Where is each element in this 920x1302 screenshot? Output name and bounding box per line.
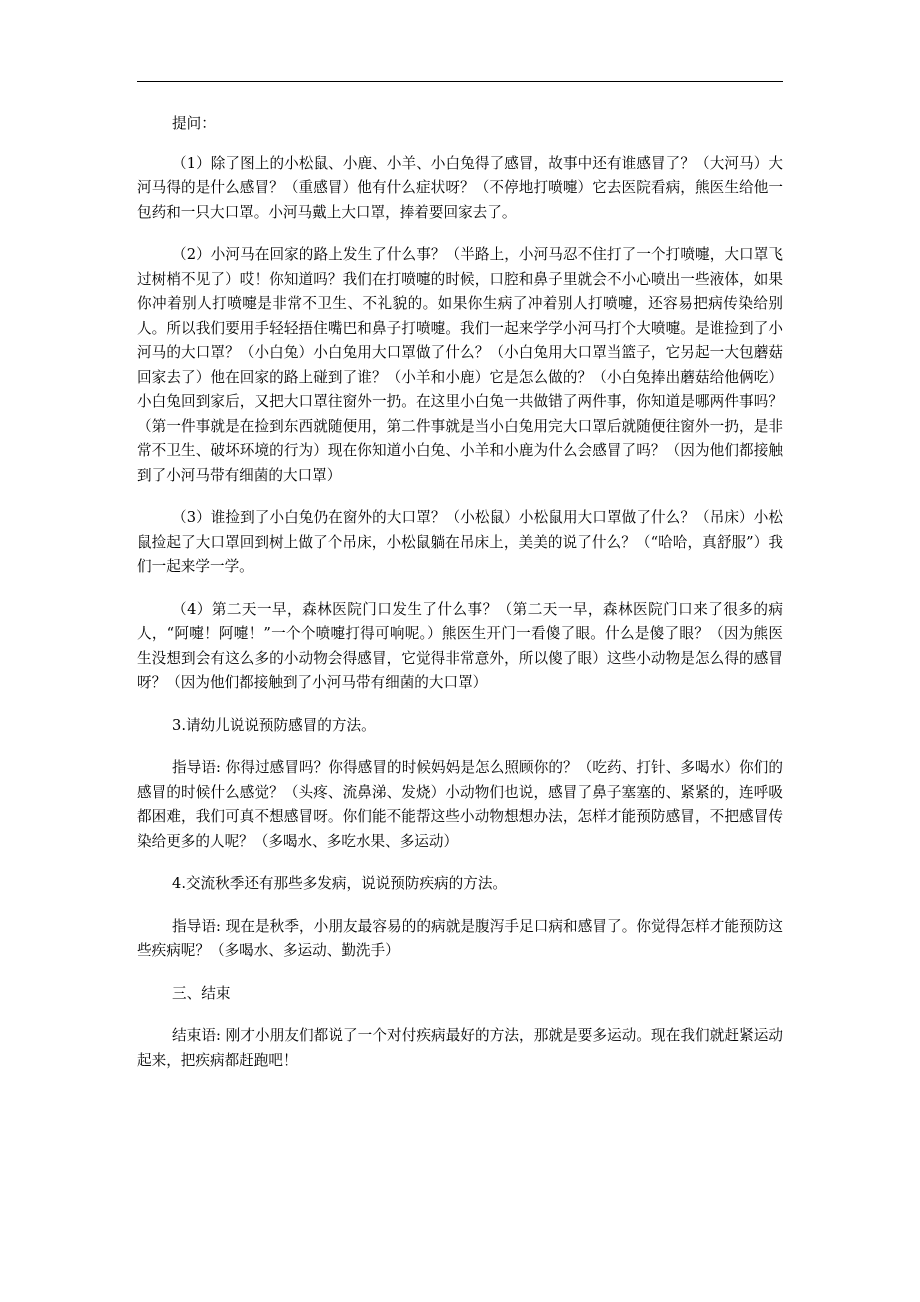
header-rule [137,81,783,82]
paragraph-closing: 结束语: 刚才小朋友们都说了一个对付疾病最好的方法，那就是要多运动。现在我们就赶紧运动起来，把疾病都赶跑吧！ [137,1027,783,1069]
section-heading-4: 4.交流秋季还有那些多发病，说说预防疾病的方法。 [172,875,508,892]
document-body [137,112,783,1091]
section-heading-3: 3.请幼儿说说预防感冒的方法。 [172,716,376,734]
section-heading-end: 三、结束 [172,984,231,1002]
paragraph-question-4: （4）第二天一早，森林医院门口发生了什么事？（第二天一早，森林医院门口来了很多的病人，“阿嚏！阿嚏！”一个个喷嚏打得可响呢。）熊医生开门一看傻了眼。什么是傻了眼？（因为熊医生没想到会有这么多的小动物会得感冒，它觉得非常意外，所以傻了眼）这些小动物是怎么得的感冒呀？（因为他们都接触到了小河马带有细菌的大口罩） [137,600,783,691]
paragraph-question-2: （2）小河马在回家的路上发生了什么事？（半路上，小河马忍不住打了一个打喷嚏，大口罩飞过树梢不见了）哎！你知道吗？我们在打喷嚏的时候，口腔和鼻子里就会不小心喷出一些液体，如果你冲着别人打喷嚏是非常不卫生、不礼貌的。如果你生病了冲着别人打喷嚏，还容易把病传染给别人。所以我们要用手轻轻捂住嘴巴和鼻子打喷嚏。我们一起来学学小河马打个大喷嚏。是谁捡到了小河马的大口罩？（小白兔）小白兔用大口罩做了什么？（小白兔用大口罩当篮子，它另起一大包蘑菇回家去了）他在回家的路上碰到了谁？（小羊和小鹿）它是怎么做的？（小白兔捧出蘑菇给他俩吃）小白兔回到家后，又把大口罩往窗外一扔。在这里小白兔一共做错了两件事，你知道是哪两件事吗？（第一件事就是在捡到东西就随便用，第二件事就是当小白兔用完大口罩后就随便往窗外一扔，是非常不卫生、破坏环境的行为）现在你知道小白兔、小羊和小鹿为什么会感冒了吗？（因为他们都接触到了小河马带有细菌的大口罩） [137,246,783,484]
paragraph-question-3: （3）谁捡到了小白兔仍在窗外的大口罩？（小松鼠）小松鼠用大口罩做了什么？（吊床）小松鼠捡起了大口罩回到树上做了个吊床，小松鼠躺在吊床上，美美的说了什么？（“哈哈，真舒服”）我们一起来学一学。 [137,509,783,575]
paragraph-guidance-2: 指导语: 现在是秋季，小朋友最容易的的病就是腹泻手足口病和感冒了。你觉得怎样才能预防这些疾病呢？（多喝水、多运动、勤洗手） [137,917,783,959]
question-heading: 提问： [172,115,216,132]
paragraph-guidance-1: 指导语: 你得过感冒吗？你得感冒的时候妈妈是怎么照顾你的？（吃药、打针、多喝水）你们的感冒的时候什么感觉？（头疼、流鼻涕、发烧）小动物们也说，感冒了鼻子塞塞的、紧紧的，连呼吸都困难，我们可真不想感冒呀。你们能不能帮这些小动物想想办法，怎样才能预防感冒，不把感冒传染给更多的人呢？（多喝水、多吃水果、多运动） [137,759,783,850]
paragraph-question-1: （1）除了图上的小松鼠、小鹿、小羊、小白兔得了感冒，故事中还有谁感冒了？（大河马）大河马得的是什么感冒？（重感冒）他有什么症状呀？（不停地打喷嚏）它去医院看病，熊医生给他一包药和一只大口罩。小河马戴上大口罩，捧着要回家去了。 [137,154,783,221]
